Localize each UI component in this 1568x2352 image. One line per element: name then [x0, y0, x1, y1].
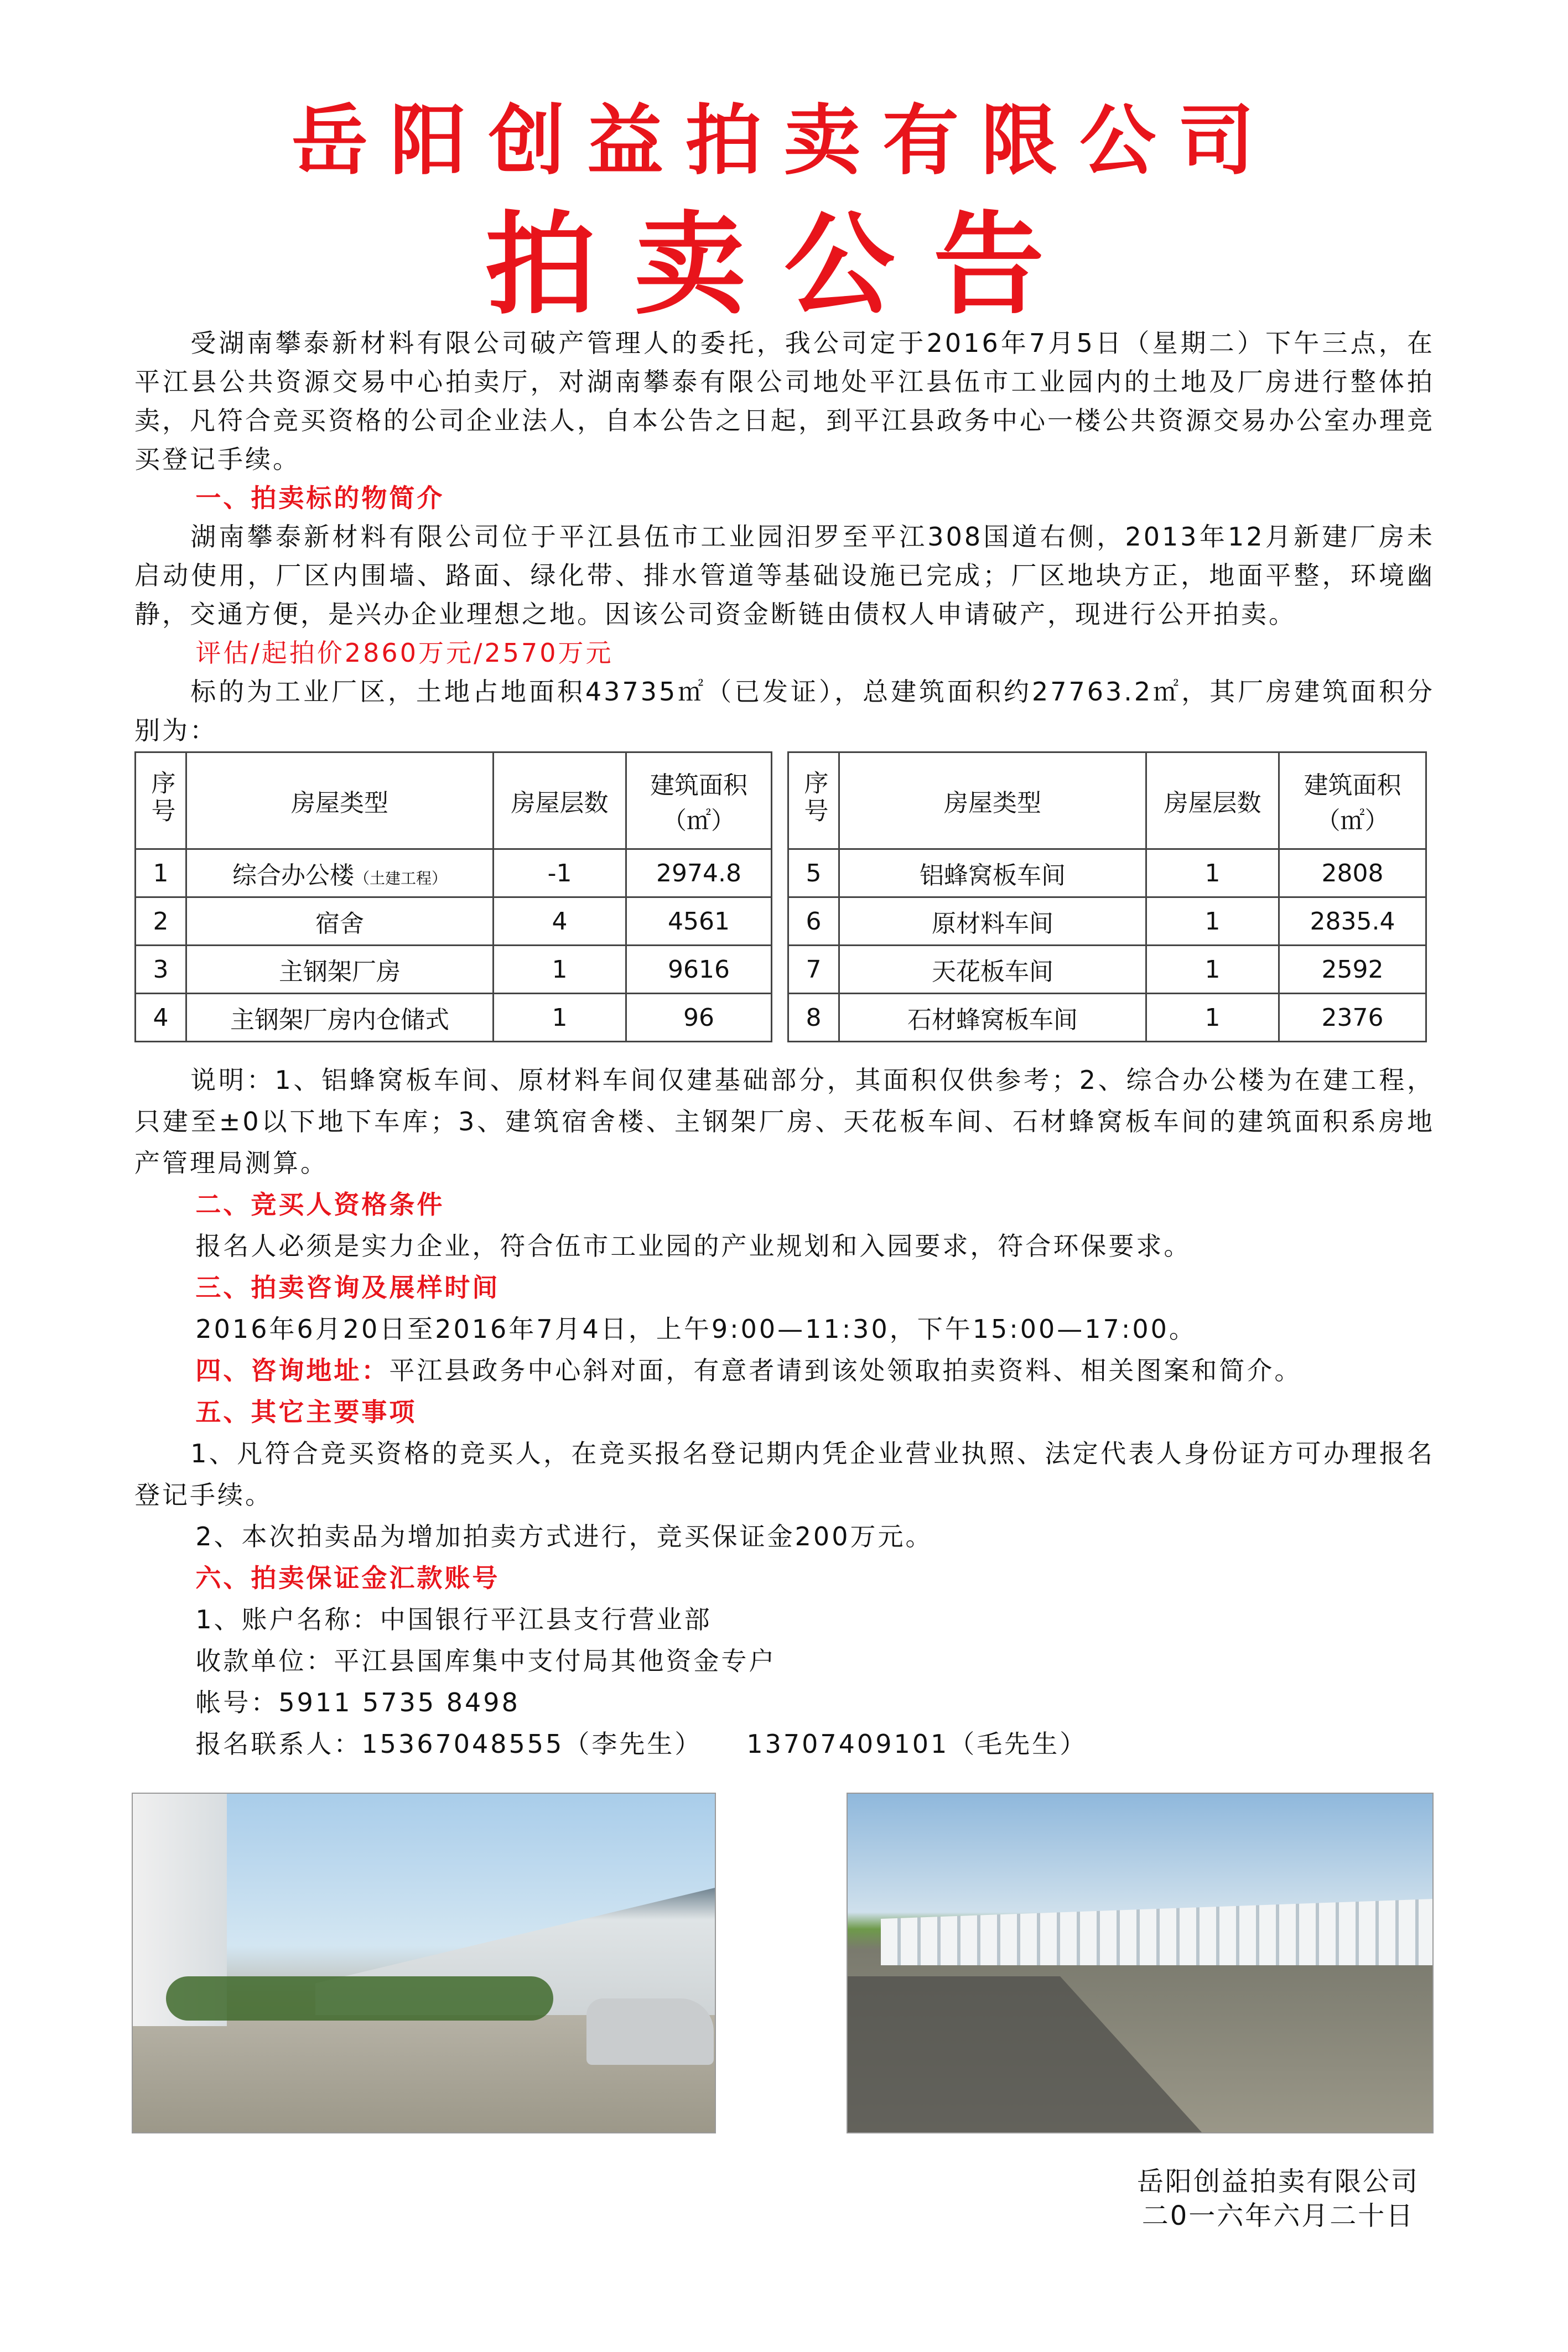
row-area: 96: [626, 994, 772, 1042]
account-name: 1、账户名称：中国银行平江县支行营业部: [195, 1605, 712, 1634]
row-area: 2835.4: [1279, 897, 1426, 946]
header-type: 房屋类型: [839, 752, 1146, 849]
row-floors: 1: [1146, 897, 1279, 946]
row-no: 7: [788, 946, 839, 994]
building: [881, 1899, 1434, 1965]
section3-text: 2016年6月20日至2016年7月4日，上午9:00—11:30，下午15:00—17:00。: [195, 1314, 1197, 1344]
signature-company: 岳阳创益拍卖有限公司: [1136, 2166, 1419, 2197]
row-type: 铝蜂窝板车间: [839, 849, 1146, 897]
table-row: [788, 994, 1426, 1042]
row-type: 综合办公楼: [232, 861, 354, 890]
row-type: 宿舍: [186, 897, 494, 946]
row-type: 原材料车间: [839, 897, 1146, 946]
signature-date: 二0一六年六月二十日: [1141, 2200, 1415, 2231]
factory-photo-right: [847, 1793, 1434, 2133]
price-line: 评估/起拍价2860万元/2570万元: [195, 638, 614, 668]
table-header: [788, 752, 1426, 849]
buildings-table-right: [787, 751, 1427, 1042]
notes: 说明：1、铝蜂窝板车间、原材料车间仅建基础部分，其面积仅供参考；2、综合办公楼为在建工程，只建至±0以下地下车库；3、建筑宿舍楼、主钢架厂房、天花板车间、石材蜂窝板车间的建筑面积系房地产管理局测算。: [134, 1065, 1435, 1178]
signature: [1084, 2164, 1472, 2233]
section4-text: 平江县政务中心斜对面，有意者请到该处领取拍卖资料、相关图案和简介。: [389, 1356, 1302, 1385]
section3-title: 三、拍卖咨询及展样时间: [195, 1273, 500, 1302]
section2-text: 报名人必须是实力企业，符合伍市工业园的产业规划和入园要求，符合环保要求。: [195, 1231, 1192, 1261]
row-no: 1: [136, 849, 186, 897]
row-note: （土建工程）: [354, 869, 447, 887]
area-text: 标的为工业厂区，土地占地面积43735㎡（已发证），总建筑面积约27763.2㎡，其厂房建筑面积分别为：: [134, 677, 1435, 745]
section6-title: 六、拍卖保证金汇款账号: [195, 1563, 500, 1593]
table-row: [788, 946, 1426, 994]
table-row: [136, 897, 772, 946]
row-floors: 4: [494, 897, 626, 946]
row-area: 4561: [626, 897, 772, 946]
table-row: [136, 994, 772, 1042]
row-type: 主钢架厂房: [186, 946, 494, 994]
table-row: [136, 849, 772, 897]
row-area: 2592: [1279, 946, 1426, 994]
header-floors: 房屋层数: [494, 752, 626, 849]
header-type: 房屋类型: [186, 752, 494, 849]
shadow: [848, 1976, 1202, 2132]
row-no: 5: [788, 849, 839, 897]
account-number: 帐号：5911 5735 8498: [195, 1688, 520, 1717]
section5-title: 五、其它主要事项: [195, 1397, 417, 1427]
row-no: 4: [136, 994, 186, 1042]
row-no: 2: [136, 897, 186, 946]
row-type: 主钢架厂房内仓储式: [186, 994, 494, 1042]
row-floors: -1: [494, 849, 626, 897]
header-no: 序号: [147, 770, 175, 825]
payee: 收款单位：平江县国库集中支付局其他资金专户: [195, 1646, 777, 1676]
company-heading: 岳阳创益拍卖有限公司: [291, 96, 1276, 185]
table-row: [136, 946, 772, 994]
row-area: 2376: [1279, 994, 1426, 1042]
row-area: 9616: [626, 946, 772, 994]
row-floors: 1: [1146, 849, 1279, 897]
row-area: 2808: [1279, 849, 1426, 897]
section4-title: 四、咨询地址：: [195, 1356, 390, 1385]
row-floors: 1: [494, 946, 626, 994]
row-no: 6: [788, 897, 839, 946]
section1-title: 一、拍卖标的物简介: [195, 483, 445, 513]
upper-body: [134, 324, 1435, 750]
header-floors: 房屋层数: [1146, 752, 1279, 849]
table-row: [788, 897, 1426, 946]
factory-photo-left: [132, 1793, 716, 2133]
header-area: 建筑面积（㎡）: [1279, 752, 1426, 849]
row-area: 2974.8: [626, 849, 772, 897]
trees: [166, 1976, 553, 2021]
car: [586, 1998, 714, 2065]
table-row: [788, 849, 1426, 897]
section5-item1: 1、凡符合竞买资格的竞买人，在竞买报名登记期内凭企业营业执照、法定代表人身份证方可办理报名登记手续。: [134, 1439, 1435, 1510]
table-header: [136, 752, 772, 849]
row-type: 天花板车间: [839, 946, 1146, 994]
buildings-table-left: [134, 751, 772, 1042]
section2-title: 二、竞买人资格条件: [195, 1190, 445, 1219]
row-no: 3: [136, 946, 186, 994]
intro-paragraph: 受湖南攀泰新材料有限公司破产管理人的委托，我公司定于2016年7月5日（星期二）下午三点，在平江县公共资源交易中心拍卖厅，对湖南攀泰有限公司地处平江县伍市工业园内的土地及厂房进行整体拍卖，凡符合竞买资格的公司企业法人，自本公告之日起，到平江县政务中心一楼公共资源交易办公室办理竞买登记手续。: [134, 328, 1435, 474]
row-floors: 1: [494, 994, 626, 1042]
row-floors: 1: [1146, 946, 1279, 994]
contact-1: 报名联系人：15367048555（李先生）: [195, 1729, 703, 1759]
header-area: 建筑面积（㎡）: [626, 752, 772, 849]
contact-2: 13707409101（毛先生）: [746, 1729, 1088, 1759]
notice-title: 拍卖公告: [485, 201, 1083, 330]
section5-item2: 2、本次拍卖品为增加拍卖方式进行，竞买保证金200万元。: [195, 1522, 933, 1551]
row-type: 石材蜂窝板车间: [839, 994, 1146, 1042]
lower-body: [134, 1060, 1435, 1765]
row-floors: 1: [1146, 994, 1279, 1042]
row-no: 8: [788, 994, 839, 1042]
section1-text: 湖南攀泰新材料有限公司位于平江县伍市工业园汨罗至平江308国道右侧，2013年12月新建厂房未启动使用，厂区内围墙、路面、绿化带、排水管道等基础设施已完成；厂区地块方正，地面平整，环境幽静，交通方便，是兴办企业理想之地。因该公司资金断链由债权人申请破产，现进行公开拍卖。: [134, 522, 1435, 629]
header-no: 序号: [799, 770, 828, 825]
